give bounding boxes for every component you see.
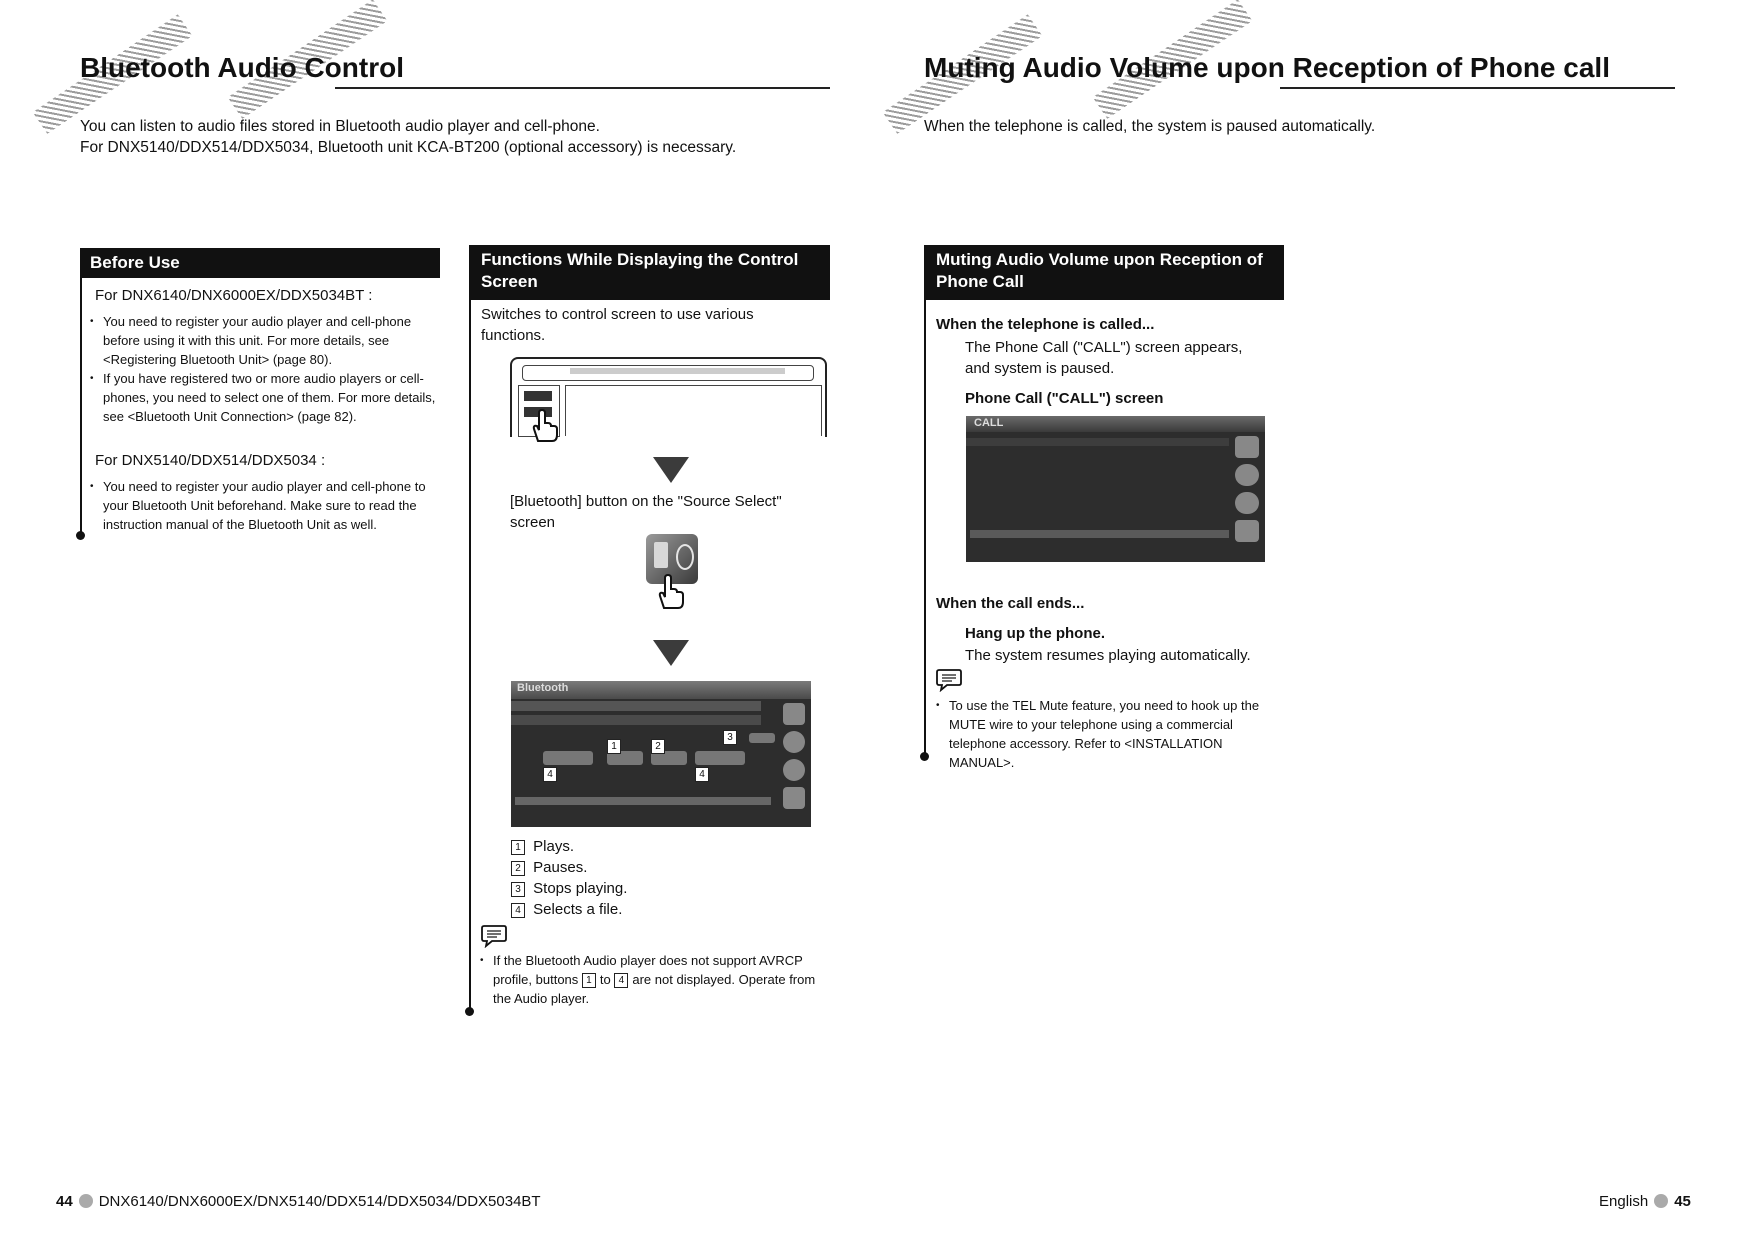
before-use-body [90, 284, 440, 534]
list-item: • You need to register your audio player and cell-phone to your Bluetooth Unit beforehand. Make sure to read the instruction manual of the Bluetooth Unit as well. [90, 477, 440, 534]
note-icon [935, 668, 963, 692]
list-item: • To use the TEL Mute feature, you need to hook up the MUTE wire to your telephone using a commercial telephone accessory. Refer to <INSTALLATION MANUAL>. [936, 696, 1286, 772]
called-text: The Phone Call ("CALL") screen appears, and system is paused. [965, 339, 1243, 377]
bluetooth-control-screen [511, 681, 811, 827]
bluetooth-button-icon [646, 534, 706, 614]
step-caption: [Bluetooth] button on the "Source Select" screen [510, 493, 782, 531]
down-arrow-icon [653, 457, 689, 483]
device-panel-illustration [510, 357, 825, 437]
section-header-muting: Muting Audio Volume upon Reception of Phone Call [926, 245, 1284, 300]
section-header-before-use: Before Use [80, 248, 440, 278]
footer-left [56, 1193, 541, 1210]
page-number: 45 [1674, 1193, 1691, 1210]
column-rule [80, 248, 82, 536]
footer-dot [79, 1194, 93, 1208]
intro-text: When the telephone is called, the system is paused automatically. [924, 118, 1376, 135]
title-underline [335, 87, 830, 89]
functions-intro: Switches to control screen to use various functions. [481, 306, 754, 344]
bullet-list [480, 951, 825, 1008]
page-title: Muting Audio Volume upon Reception of Phone call [924, 52, 1610, 83]
ends-text: The system resumes playing automatically. [965, 647, 1251, 664]
column-end-dot [920, 752, 929, 761]
page-number: 44 [56, 1193, 73, 1210]
ends-title: When the call ends... [936, 595, 1085, 612]
legend-item: 3 Stops playing. [511, 878, 627, 899]
note-icon [480, 924, 508, 948]
column-rule [924, 245, 926, 758]
list-item: • You need to register your audio player and cell-phone before using it with this unit. For more details, see <Registering Bluetooth Unit> (page 80). [90, 312, 440, 369]
called-title: When the telephone is called... [936, 316, 1155, 333]
model-group-title: For DNX6140/DNX6000EX/DDX5034BT : [95, 287, 373, 304]
language: English [1599, 1193, 1649, 1210]
title-underline [1280, 87, 1675, 89]
hand-pointer-icon [528, 407, 562, 443]
bullet-list [90, 477, 440, 534]
screen-label: Phone Call ("CALL") screen [965, 390, 1164, 407]
section-header-functions: Functions While Displaying the Control Screen [471, 245, 830, 300]
list-item: • If the Bluetooth Audio player does not support AVRCP profile, buttons 1 to 4 are not displayed. Operate from the Audio player. [480, 951, 825, 1008]
intro-line: You can listen to audio files stored in Bluetooth audio player and cell-phone. [80, 118, 600, 135]
screen-title: CALL [974, 417, 1004, 429]
legend-item: 1 Plays. [511, 836, 627, 857]
legend-item: 2 Pauses. [511, 857, 627, 878]
callout-4: 4 [695, 767, 709, 782]
bullet-list [936, 696, 1286, 772]
page-title: Bluetooth Audio Control [80, 52, 404, 83]
legend-item: 4 Selects a file. [511, 899, 627, 920]
down-arrow-icon [653, 640, 689, 666]
intro-text [80, 116, 780, 158]
bullet-list [90, 312, 440, 426]
callout-2: 2 [651, 739, 665, 754]
screen-title: Bluetooth [517, 682, 569, 694]
footer-dot [1654, 1194, 1668, 1208]
list-item: • If you have registered two or more audio players or cell-phones, you need to select one of them. For more details, see <Bluetooth Unit Connection> (page 82). [90, 369, 440, 426]
model-list: DNX6140/DNX6000EX/DNX5140/DDX514/DDX5034/DDX5034BT [98, 1193, 541, 1210]
call-screen [966, 416, 1265, 562]
column-end-dot [465, 1007, 474, 1016]
column-rule [469, 245, 471, 1012]
callout-legend [511, 836, 627, 920]
callout-3: 3 [723, 730, 737, 745]
footer-right [1599, 1193, 1691, 1210]
ends-action: Hang up the phone. [965, 625, 1105, 642]
callout-4: 4 [543, 767, 557, 782]
hand-pointer-icon [654, 572, 688, 610]
model-group-title: For DNX5140/DDX514/DDX5034 : [95, 452, 326, 469]
callout-1: 1 [607, 739, 621, 754]
intro-line: For DNX5140/DDX514/DDX5034, Bluetooth unit KCA-BT200 (optional accessory) is necessary. [80, 139, 737, 156]
column-end-dot [76, 531, 85, 540]
